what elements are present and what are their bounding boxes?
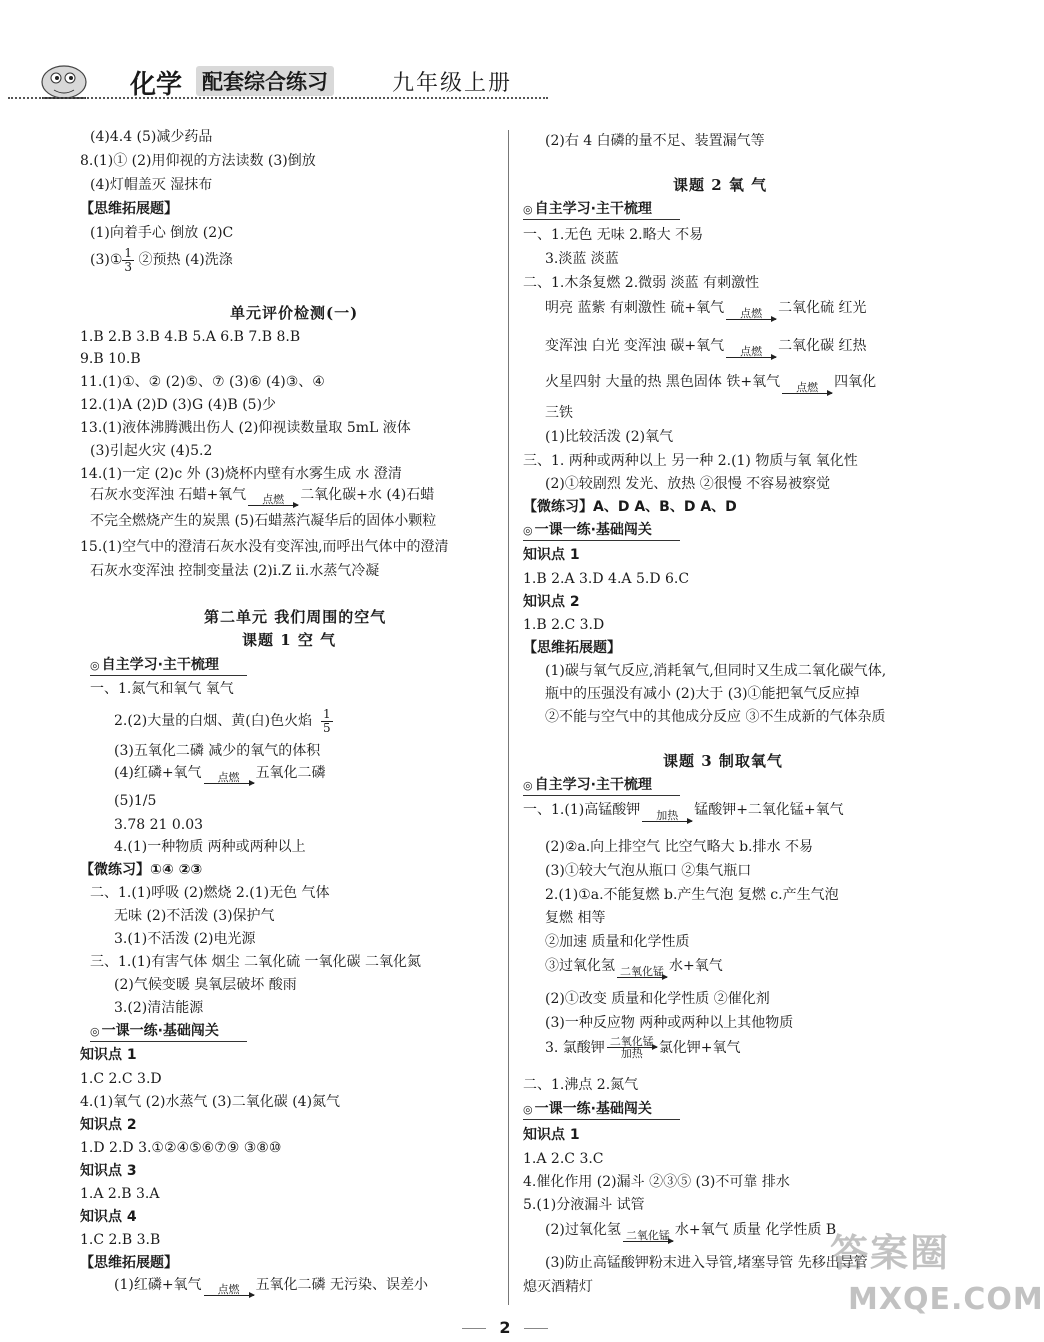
answer-line: 二、1.木条复燃 2.微弱 淡蓝 有刺激性 [523, 275, 760, 291]
answer-line: 1.A 2.C 3.C [523, 1151, 604, 1167]
answer-line: 1.A 2.B 3.A [80, 1186, 160, 1202]
answer-line [90, 484, 434, 506]
answer-line: 3.淡蓝 淡蓝 [545, 251, 619, 267]
answer-line: (2)气候变暖 臭氧层破坏 酸雨 [114, 977, 297, 993]
answer-line: 一、1.氮气和氧气 氧气 [90, 681, 234, 697]
answer-line: (2)①改变 质量和化学性质 ②催化剂 [545, 991, 770, 1007]
watermark-line-1: 答案圈 [830, 1231, 951, 1275]
answer-text: 二氧化碳 红热 [778, 338, 867, 354]
answer-line: (4)4.4 (5)减少药品 [90, 129, 213, 145]
section-badge: ◎ 自主学习·主干梳理 [523, 200, 680, 220]
knowledge-point: 知识点 2 [523, 594, 580, 610]
answer-line: 3.(2)清洁能源 [114, 1000, 204, 1016]
header-grade: 九年级上册 [392, 71, 513, 96]
answer-text: (1)红磷+氧气 [114, 1277, 202, 1293]
answer-line: 1.C 2.C 3.D [80, 1071, 162, 1087]
answer-text: 锰酸钾+二氧化锰+氧气 [694, 802, 844, 818]
section-title: 课题 3 制取氧气 [663, 752, 783, 770]
answer-text: ②预热 (4)洗涤 [134, 252, 233, 268]
section-heading: 【思维拓展题】 [523, 640, 621, 656]
section-heading: 【微练习】A、D A、B、D A、D [523, 499, 737, 515]
answer-line: (2)②a.向上排空气 比空气略大 b.排水 不易 [545, 839, 813, 855]
answer-line: 无味 (2)不活泼 (3)保护气 [114, 908, 275, 924]
answer-line: 二、1.(1)呼吸 (2)燃烧 2.(1)无色 气体 [90, 885, 330, 901]
answer-line [114, 762, 326, 784]
reaction-arrow [615, 966, 669, 978]
reaction-condition: 点燃 [262, 493, 285, 506]
answer-line [90, 246, 233, 274]
answer-line: (3)引起火灾 (4)5.2 [90, 443, 213, 459]
fraction [122, 247, 134, 274]
reaction-condition: 加热 [656, 809, 679, 822]
answer-line: (1)碳与氧气反应,消耗氧气,但同时又生成二氧化碳气体, [545, 663, 887, 679]
answer-line [114, 706, 333, 736]
answer-line: (2)①较剧烈 发光、放热 ②很慢 不容易被察觉 [545, 476, 831, 492]
section-title: 课题 2 氧 气 [673, 176, 768, 194]
answer-line: (3)一种反应物 两种或两种以上其他物质 [545, 1015, 794, 1031]
fraction-numerator: 1 [124, 245, 133, 260]
reaction-arrow [605, 1036, 659, 1059]
answer-text: 2.(2)大量的白烟、黄(白)色火焰 [114, 713, 313, 729]
answer-text: (4)红磷+氧气 [114, 765, 202, 781]
answer-line: 三、1.(1)有害气体 烟尘 二氧化硫 一氧化碳 二氧化氮 [90, 954, 421, 970]
section-badge: ◎ 自主学习·主干梳理 [523, 776, 680, 796]
answer-line: 11.(1)①、② (2)⑤、⑦ (3)⑥ (4)③、④ [80, 374, 325, 390]
answer-text: 二氧化碳+水 (4)石蜡 [300, 487, 435, 503]
answer-line [545, 296, 867, 320]
knowledge-point: 知识点 1 [523, 1127, 580, 1143]
header-dotted-rule [8, 97, 548, 99]
answer-line: 1.B 2.C 3.D [523, 617, 605, 633]
answer-line: 不完全燃烧产生的炭黑 (5)石蜡蒸汽凝华后的固体小颗粒 [90, 513, 437, 529]
section-title: 课题 1 空 气 [242, 631, 337, 649]
knowledge-point: 知识点 3 [80, 1163, 137, 1179]
watermark [830, 1222, 1044, 1342]
section-heading: 【思维拓展题】 [80, 201, 178, 217]
section-badge: ◎ 一课一练·基础闯关 [523, 1100, 680, 1120]
answer-line: 三、1. 两种或两种以上 另一种 2.(1) 物质与氧 氧化性 [523, 453, 858, 469]
watermark-line-2: MXQE.COM [848, 1282, 1044, 1317]
answer-text: 五氧化二磷 [255, 765, 326, 781]
reaction-arrow [246, 494, 300, 506]
answer-line [545, 1218, 836, 1242]
fraction-denominator: 5 [323, 720, 331, 735]
answer-line [545, 370, 876, 394]
fraction [321, 708, 333, 735]
answer-text: 一、1.(1)高锰酸钾 [523, 802, 641, 818]
mascot-logo-icon [36, 60, 92, 100]
answer-line: 3.78 21 0.03 [114, 817, 204, 833]
answer-line: 一、1.无色 无味 2.略大 不易 [523, 227, 704, 243]
answer-line: (1)向着手心 倒放 (2)C [90, 225, 234, 241]
answer-line: 熄灭酒精灯 [523, 1279, 593, 1295]
reaction-condition: 二氧化锰 [625, 1229, 670, 1242]
answer-text: 水+氧气 [669, 958, 723, 974]
header-series: 配套综合练习 [196, 66, 334, 96]
answer-line: 1.D 2.D 3.①②④⑤⑥⑦⑨ ③⑧⑩ [80, 1140, 282, 1156]
reaction-condition-below: 加热 [620, 1047, 643, 1060]
column-divider [508, 130, 509, 1305]
answer-line [545, 1036, 741, 1059]
answer-line: 1.B 2.B 3.B 4.B 5.A 6.B 7.B 8.B [80, 329, 301, 345]
answer-line: 15.(1)空气中的澄清石灰水没有变浑浊,而呼出气体中的澄清 [80, 539, 449, 555]
answer-text: 石灰水变浑浊 石蜡+氧气 [90, 487, 247, 503]
reaction-arrow [202, 772, 256, 784]
reaction-arrow [202, 1284, 256, 1296]
section-badge: ◎ 一课一练·基础闯关 [523, 521, 680, 541]
section-heading: 【微练习】①④ ②③ [80, 862, 203, 878]
answer-line: 13.(1)液体沸腾溅出伤人 (2)仰视读数量取 5mL 液体 [80, 420, 411, 436]
reaction-arrow [724, 346, 778, 358]
reaction-condition: 二氧化锰 [620, 965, 664, 978]
reaction-arrow [724, 308, 778, 320]
knowledge-point: 知识点 2 [80, 1117, 137, 1133]
answer-line: (4)灯帽盖灭 湿抹布 [90, 177, 213, 193]
reaction-condition: 点燃 [217, 1283, 240, 1296]
reaction-condition: 点燃 [740, 307, 763, 320]
answer-text: ③过氧化氢 [545, 958, 615, 974]
answer-text: 四氧化 [834, 374, 877, 390]
answer-line [523, 798, 844, 822]
knowledge-point: 知识点 1 [523, 547, 580, 563]
answer-line: (5)1/5 [114, 793, 157, 809]
answer-line [545, 954, 723, 978]
section-badge: ◎ 自主学习·主干梳理 [90, 656, 247, 676]
answer-line: ②加速 质量和化学性质 [545, 934, 690, 950]
fraction-numerator: 1 [323, 706, 331, 721]
answer-text: 3. 氯酸钾 [545, 1040, 605, 1056]
knowledge-point: 知识点 4 [80, 1209, 137, 1225]
answer-text: (3)① [90, 252, 123, 268]
reaction-arrow [640, 810, 694, 822]
answer-line: 二、1.沸点 2.氮气 [523, 1077, 639, 1093]
answer-text: (2)过氧化氢 [545, 1222, 621, 1238]
answer-line: 12.(1)A (2)D (3)G (4)B (5)少 [80, 397, 277, 413]
answer-line: (3)五氧化二磷 减少的氧气的体积 [114, 743, 321, 759]
answer-text: 二氧化硫 红光 [778, 300, 867, 316]
answer-line: 三铁 [545, 405, 573, 421]
page-header [30, 60, 570, 102]
reaction-arrow [621, 1230, 675, 1242]
section-badge: ◎ 一课一练·基础闯关 [90, 1022, 247, 1042]
answer-line: 9.B 10.B [80, 351, 141, 367]
answer-line: 4.(1)氧气 (2)水蒸气 (3)二氧化碳 (4)氮气 [80, 1094, 341, 1110]
header-subject: 化学 [130, 70, 183, 100]
answer-text: 五氧化二磷 无污染、误差小 [255, 1277, 429, 1293]
answer-text: 变浑浊 白光 变浑浊 碳+氧气 [545, 338, 725, 354]
answer-line: 5.(1)分液漏斗 试管 [523, 1197, 645, 1213]
answer-line: 8.(1)① (2)用仰视的方法读数 (3)倒放 [80, 153, 316, 169]
section-heading: 【思维拓展题】 [80, 1255, 178, 1271]
answer-line: 1.B 2.A 3.D 4.A 5.D 6.C [523, 571, 690, 587]
answer-line: 14.(1)一定 (2)c 外 (3)烧杯内壁有水雾生成 水 澄清 [80, 466, 402, 482]
answer-line: 4.催化作用 (2)漏斗 ②③⑤ (3)不可靠 排水 [523, 1174, 790, 1190]
answer-line: 2.(1)①a.不能复燃 b.产生气泡 复燃 c.产生气泡 [545, 887, 839, 903]
answer-line: 4.(1)一种物质 两种或两种以上 [114, 839, 306, 855]
fraction-denominator: 3 [124, 259, 133, 274]
answer-line: 复燃 相等 [545, 910, 606, 926]
reaction-arrow [780, 382, 834, 394]
reaction-condition: 点燃 [740, 345, 763, 358]
answer-line [114, 1274, 428, 1296]
reaction-condition: 二氧化锰 [609, 1035, 654, 1048]
answer-text: 水+氧气 质量 化学性质 B [674, 1222, 837, 1238]
answer-text: 火星四射 大量的热 黑色固体 铁+氧气 [545, 374, 781, 390]
answer-line: 1.C 2.B 3.B [80, 1232, 161, 1248]
answer-line: 石灰水变浑浊 控制变量法 (2)ⅰ.Z ⅱ.水蒸气冷凝 [90, 563, 380, 579]
answer-line: (2)右 4 白磷的量不足、装置漏气等 [545, 133, 765, 149]
section-title: 单元评价检测(一) [230, 304, 359, 322]
section-title: 第二单元 我们周围的空气 [204, 608, 387, 626]
answer-line: 瓶中的压强没有减小 (2)大于 (3)①能把氧气反应掉 [545, 686, 860, 702]
knowledge-point: 知识点 1 [80, 1047, 137, 1063]
reaction-condition: 点燃 [796, 381, 819, 394]
answer-text: 氯化钾+氧气 [658, 1040, 741, 1056]
answer-line: (3)①较大气泡从瓶口 ②集气瓶口 [545, 863, 752, 879]
answer-line: 3.(1)不活泼 (2)电光源 [114, 931, 256, 947]
reaction-condition: 点燃 [217, 771, 240, 784]
answer-line [545, 334, 867, 358]
answer-line: (1)比较活泼 (2)氧气 [545, 429, 674, 445]
answer-line: (3)防止高锰酸钾粉末进入导管,堵塞导管 先移出导管 [545, 1255, 868, 1271]
page-number: 2 [470, 1318, 540, 1342]
answer-line: ②不能与空气中的其他成分反应 ③不生成新的气体杂质 [545, 709, 886, 725]
answer-text: 明亮 蓝紫 有刺激性 硫+氧气 [545, 300, 725, 316]
